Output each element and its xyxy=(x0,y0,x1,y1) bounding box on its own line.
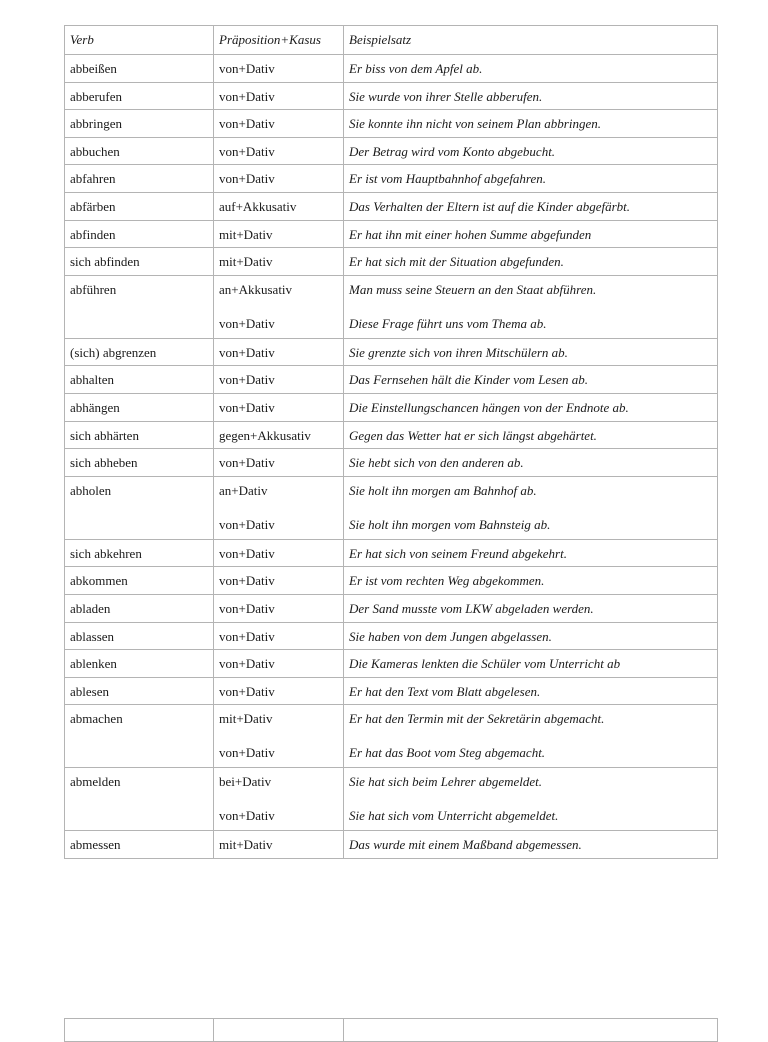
table-row xyxy=(65,192,718,220)
header-verb: Verb xyxy=(65,26,214,55)
example-sentence: Er hat ihn mit einer hohen Summe abgefunden xyxy=(349,226,592,242)
table-row xyxy=(65,338,718,366)
example-sentence: Er hat den Termin mit der Sekretärin abgemacht. xyxy=(349,711,605,727)
verb-cell: abbuchen xyxy=(65,137,214,165)
table-row xyxy=(65,275,718,338)
preposition-case: von+Dativ xyxy=(219,344,275,360)
preposition-cell xyxy=(214,338,344,366)
example-cell xyxy=(344,220,718,248)
example-sentence: Er ist vom Hauptbahnhof abgefahren. xyxy=(349,171,547,187)
preposition-case: von+Dativ xyxy=(219,399,275,415)
verb-cell: abführen xyxy=(65,275,214,338)
verb-cell: abhalten xyxy=(65,366,214,394)
preposition-cell xyxy=(214,366,344,394)
example-sentence: Die Kameras lenkten die Schüler vom Unterricht ab xyxy=(349,656,621,672)
verb-cell: sich abheben xyxy=(65,449,214,477)
preposition-case: an+Akkusativ xyxy=(219,281,293,297)
example-cell xyxy=(344,831,718,859)
verb-cell: ablassen xyxy=(65,622,214,650)
table-row xyxy=(65,137,718,165)
example-cell xyxy=(344,248,718,276)
example-cell xyxy=(344,768,718,831)
preposition-cell xyxy=(214,165,344,193)
example-cell xyxy=(344,165,718,193)
table-row xyxy=(65,567,718,595)
example-sentence: Man muss seine Steuern an den Staat abführen. xyxy=(349,281,597,297)
example-cell xyxy=(344,567,718,595)
example-sentence: Sie wurde von ihrer Stelle abberufen. xyxy=(349,88,543,104)
example-sentence: Er ist vom rechten Weg abgekommen. xyxy=(349,573,545,589)
verb-preposition-table xyxy=(64,25,718,859)
example-sentence: Sie haben von dem Jungen abgelassen. xyxy=(349,628,552,644)
preposition-case: mit+Dativ xyxy=(219,254,273,270)
verb-cell: abmachen xyxy=(65,705,214,768)
verb-cell: abbeißen xyxy=(65,55,214,83)
verb-cell: abfinden xyxy=(65,220,214,248)
example-sentence: Sie hebt sich von den anderen ab. xyxy=(349,455,524,471)
verb-cell: abladen xyxy=(65,594,214,622)
preposition-cell xyxy=(214,539,344,567)
verb-cell: ablesen xyxy=(65,677,214,705)
example-sentence: Sie konnte ihn nicht von seinem Plan abbringen. xyxy=(349,116,602,132)
table-row xyxy=(65,421,718,449)
example-cell xyxy=(344,476,718,539)
preposition-case: von+Dativ xyxy=(219,628,275,644)
preposition-cell xyxy=(214,476,344,539)
example-cell xyxy=(344,338,718,366)
table-row xyxy=(65,831,718,859)
preposition-case: von+Dativ xyxy=(219,573,275,589)
example-cell xyxy=(344,55,718,83)
verb-cell: abkommen xyxy=(65,567,214,595)
table-row xyxy=(65,165,718,193)
table-row xyxy=(65,220,718,248)
example-sentence: Er biss von dem Apfel ab. xyxy=(349,61,483,76)
verb-cell: sich abfinden xyxy=(65,248,214,276)
example-cell xyxy=(344,677,718,705)
preposition-case: von+Dativ xyxy=(219,600,275,616)
table-row xyxy=(65,110,718,138)
table-row xyxy=(65,677,718,705)
preposition-case: von+Dativ xyxy=(219,656,275,672)
table-row xyxy=(65,705,718,768)
example-sentence: Der Betrag wird vom Konto abgebucht. xyxy=(349,143,556,159)
preposition-case: von+Dativ xyxy=(219,61,275,76)
verb-cell: abholen xyxy=(65,476,214,539)
preposition-case: an+Dativ xyxy=(219,482,268,498)
table-row xyxy=(65,55,718,83)
preposition-case: bei+Dativ xyxy=(219,774,272,790)
example-cell xyxy=(344,192,718,220)
verb-cell: abmelden xyxy=(65,768,214,831)
table-row xyxy=(65,539,718,567)
example-cell xyxy=(344,110,718,138)
next-page-table-row xyxy=(65,1019,718,1042)
table-body xyxy=(65,26,718,859)
verb-cell: sich abhärten xyxy=(65,421,214,449)
preposition-case: von+Dativ xyxy=(219,372,275,388)
header-example-sentence: Beispielsatz xyxy=(344,26,718,55)
preposition-case: von+Dativ xyxy=(219,315,275,331)
example-cell xyxy=(344,650,718,678)
preposition-cell xyxy=(214,220,344,248)
preposition-case: von+Dativ xyxy=(219,88,275,104)
preposition-case: mit+Dativ xyxy=(219,837,273,853)
example-sentence: Das Fernsehen hält die Kinder vom Lesen ab. xyxy=(349,372,589,388)
example-sentence: Er hat sich mit der Situation abgefunden. xyxy=(349,254,564,270)
preposition-cell xyxy=(214,705,344,768)
table-header-row xyxy=(65,26,718,55)
preposition-case: von+Dativ xyxy=(219,683,275,699)
preposition-case: von+Dativ xyxy=(219,143,275,159)
preposition-case: von+Dativ xyxy=(219,545,275,561)
table-row xyxy=(65,594,718,622)
preposition-cell xyxy=(214,248,344,276)
verb-cell: abfärben xyxy=(65,192,214,220)
preposition-cell xyxy=(214,650,344,678)
preposition-cell xyxy=(214,393,344,421)
example-sentence: Gegen das Wetter hat er sich längst abgehärtet. xyxy=(349,427,597,443)
example-cell xyxy=(344,137,718,165)
preposition-case: auf+Akkusativ xyxy=(219,198,297,214)
header-preposition-case: Präposition+Kasus xyxy=(214,26,344,55)
example-cell xyxy=(344,275,718,338)
table-row xyxy=(65,650,718,678)
preposition-case: von+Dativ xyxy=(219,116,275,132)
example-cell xyxy=(344,705,718,768)
example-sentence: Sie holt ihn morgen am Bahnhof ab. xyxy=(349,482,537,498)
table-row xyxy=(65,248,718,276)
verb-cell: ablenken xyxy=(65,650,214,678)
example-cell xyxy=(344,421,718,449)
example-sentence: Die Einstellungschancen hängen von der Endnote ab. xyxy=(349,399,629,415)
example-sentence: Er hat sich von seinem Freund abgekehrt. xyxy=(349,545,567,561)
example-sentence: Er hat das Boot vom Steg abgemacht. xyxy=(349,745,546,761)
preposition-case: von+Dativ xyxy=(219,455,275,471)
table-row xyxy=(65,622,718,650)
example-sentence: Er hat den Text vom Blatt abgelesen. xyxy=(349,683,541,699)
preposition-cell xyxy=(214,449,344,477)
preposition-cell xyxy=(214,137,344,165)
preposition-cell xyxy=(214,110,344,138)
preposition-case: mit+Dativ xyxy=(219,226,273,242)
table-row xyxy=(65,449,718,477)
preposition-case: von+Dativ xyxy=(219,808,275,824)
example-cell xyxy=(344,449,718,477)
example-sentence: Sie hat sich beim Lehrer abgemeldet. xyxy=(349,774,543,790)
example-cell xyxy=(344,82,718,110)
preposition-cell xyxy=(214,831,344,859)
table-row xyxy=(65,393,718,421)
example-sentence: Das wurde mit einem Maßband abgemessen. xyxy=(349,837,582,853)
preposition-case: gegen+Akkusativ xyxy=(219,427,311,443)
preposition-cell xyxy=(214,594,344,622)
example-sentence: Der Sand musste vom LKW abgeladen werden. xyxy=(349,600,594,616)
example-sentence: Diese Frage führt uns vom Thema ab. xyxy=(349,315,547,331)
preposition-cell xyxy=(214,82,344,110)
verb-cell: (sich) abgrenzen xyxy=(65,338,214,366)
verb-cell: abmessen xyxy=(65,831,214,859)
preposition-cell xyxy=(214,622,344,650)
example-sentence: Sie hat sich vom Unterricht abgemeldet. xyxy=(349,808,559,824)
preposition-cell xyxy=(214,567,344,595)
example-cell xyxy=(344,622,718,650)
preposition-cell xyxy=(214,677,344,705)
example-cell xyxy=(344,594,718,622)
table-row xyxy=(65,768,718,831)
preposition-case: von+Dativ xyxy=(219,171,275,187)
example-cell xyxy=(344,393,718,421)
verb-cell: abhängen xyxy=(65,393,214,421)
table-row xyxy=(65,476,718,539)
preposition-cell xyxy=(214,275,344,338)
verb-cell: abfahren xyxy=(65,165,214,193)
example-cell xyxy=(344,539,718,567)
preposition-cell xyxy=(214,421,344,449)
preposition-case: von+Dativ xyxy=(219,745,275,761)
preposition-case: von+Dativ xyxy=(219,516,275,532)
example-cell xyxy=(344,366,718,394)
verb-cell: abberufen xyxy=(65,82,214,110)
verb-cell: sich abkehren xyxy=(65,539,214,567)
preposition-cell xyxy=(214,768,344,831)
verb-cell: abbringen xyxy=(65,110,214,138)
preposition-cell xyxy=(214,192,344,220)
table-row xyxy=(65,82,718,110)
example-sentence: Das Verhalten der Eltern ist auf die Kinder abgefärbt. xyxy=(349,198,631,214)
preposition-cell xyxy=(214,55,344,83)
next-page-table-top xyxy=(64,1018,718,1042)
example-sentence: Sie holt ihn morgen vom Bahnsteig ab. xyxy=(349,516,551,532)
table-row xyxy=(65,366,718,394)
example-sentence: Sie grenzte sich von ihren Mitschülern ab. xyxy=(349,344,568,360)
preposition-case: mit+Dativ xyxy=(219,711,273,727)
